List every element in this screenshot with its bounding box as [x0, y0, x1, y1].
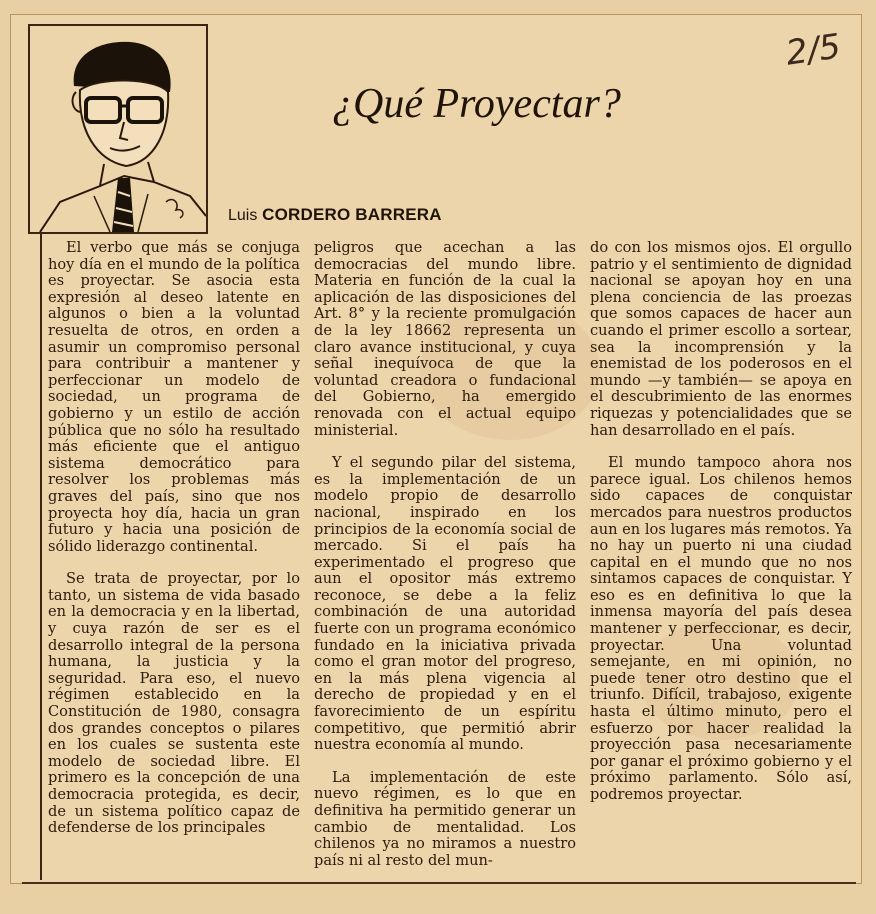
handwritten-page-note: 2/5	[783, 26, 844, 74]
paragraph: Y el segundo pilar del sistema, es la implementación de un modelo propio de desarrollo nacional, inspirado en los principios de la economía social de mercado. Si el país ha experimentado el progreso que aun el opositor más extremo reconoce, se debe a la feliz combinación de una autoridad fuerte con un programa económico fundado en la iniciativa privada como el gran motor del progreso, en la más plena vigencia al derecho de propiedad y en el favorecimiento de un espíritu competitivo, que permitió abrir nuestra economía al mundo.	[314, 454, 576, 754]
article-title: ¿Qué Proyectar?	[332, 81, 621, 127]
author-first-name: Luis	[228, 207, 258, 224]
byline	[228, 205, 442, 225]
paragraph: Se trata de proyectar, por lo tanto, un sistema de vida basado en la democracia y en la libertad, y cuya razón de ser es el desarrollo integral de la persona humana, la justicia y la seguridad. Para eso, el nuevo régimen establecido en la Constitución de 1980, consagra dos grandes conceptos o pilares en los cuales se sustenta este modelo de sociedad libre. El primero es la concepción de una democracia protegida, es decir, de un sistema político capaz de defenderse de los principales	[48, 570, 300, 837]
portrait-drawing	[30, 26, 206, 232]
author-portrait	[28, 24, 208, 234]
paragraph: El mundo tampoco ahora nos parece igual. Los chilenos hemos sido capaces de conquistar mercados para nuestros productos aun en los lugares más remotos. Ya no hay un puerto ni una ciudad capital en el mundo que no nos sintamos capaces de conquistar. Y eso es en definitiva lo que la inmensa mayoría del país desea mantener y perfeccionar, es decir, proyectar. Una voluntad semejante, en mi opinión, no puede tener otro destino que el triunfo. Difícil, trabajoso, exigente hasta el último minuto, pero el esfuerzo por hacer realidad la proyección pasa necesariamente por ganar el próximo gobierno y el próximo parlamento. Sólo así, podremos proyectar.	[590, 454, 852, 803]
article-column-3	[590, 240, 852, 820]
column-rule	[40, 232, 42, 880]
paragraph: peligros que acechan a las democracias del mundo libre. Materia en función de la cual la aplicación de las disposiciones del Art. 8° y la reciente promulgación de la ley 18662 representa un claro avance institucional, y cuya señal inequívoca de que la voluntad creadora o fundacional del Gobierno, ha emergido renovada con el actual equipo ministerial.	[314, 239, 576, 439]
article-column-2	[314, 240, 576, 885]
paragraph: do con los mismos ojos. El orgullo patrio y el sentimiento de dignidad nacional se apoyan hoy en una plena conciencia de las proezas que somos capaces de hacer aun cuando el primer escollo a sortear, sea la incomprensión y la enemistad de los poderosos en el mundo —y también— se apoya en el descubrimiento de las enormes riquezas y potencialidades que se han desarrollado en el país.	[590, 239, 852, 439]
author-last-name: CORDERO BARRERA	[262, 205, 442, 224]
paragraph: El verbo que más se conjuga hoy día en el mundo de la política es proyectar. Se asocia esta expresión al deseo latente en algunos o bien a la voluntad resuelta de otros, en orden a asumir un compromiso personal para contribuir a mantener y perfeccionar un modelo de sociedad, un programa de gobierno y un estilo de acción pública que no sólo ha resultado más eficiente que el antiguo sistema democrático para resolver los problemas más graves del país, sino que nos proyecta hoy día, hacia un gran futuro y hacia una posición de sólido liderazgo continental.	[48, 239, 300, 555]
article-column-1	[48, 240, 300, 853]
paragraph: La implementación de este nuevo régimen, es lo que en definitiva ha permitido generar un cambio de mentalidad. Los chilenos ya no miramos a nuestro país ni al resto del mun-	[314, 768, 576, 869]
